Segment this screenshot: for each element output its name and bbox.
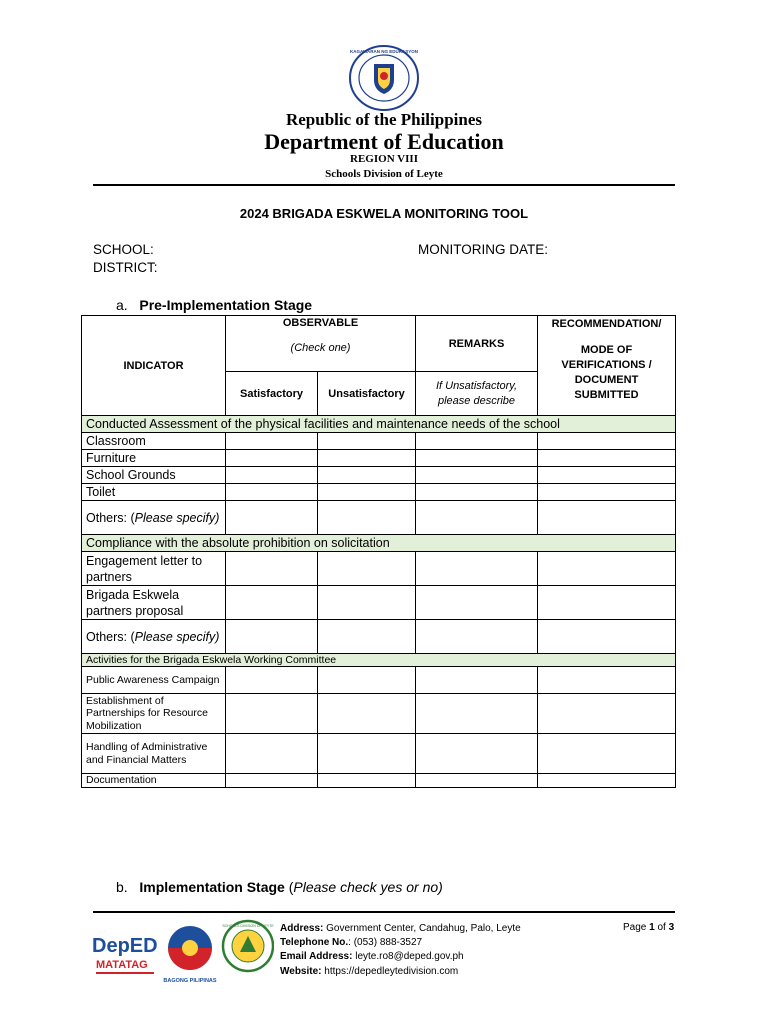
- page-total: 3: [668, 922, 675, 933]
- remarks-cell[interactable]: [416, 501, 538, 535]
- footer-divider: [93, 911, 675, 913]
- section-title-working-committee: Activities for the Brigada Eskwela Working Committee: [82, 654, 676, 667]
- observable-note: (Check one): [290, 342, 351, 354]
- table-row: [82, 450, 676, 467]
- unsatisfactory-cell[interactable]: [318, 450, 416, 467]
- deped-seal-logo: [348, 44, 420, 112]
- address-label: Address:: [280, 923, 324, 934]
- satisfactory-cell[interactable]: [226, 484, 318, 501]
- footer-logos: [90, 918, 274, 988]
- mov-cell[interactable]: [538, 694, 676, 734]
- satisfactory-cell[interactable]: [226, 501, 318, 535]
- row-label-partnerships: Establishment of Partnerships for Resource Mobilization: [82, 694, 226, 734]
- footer-contact-block: [280, 922, 521, 979]
- section-title-solicitation: Compliance with the absolute prohibition on solicitation: [82, 535, 676, 552]
- unsatisfactory-cell[interactable]: [318, 467, 416, 484]
- footer-address: [280, 922, 521, 936]
- satisfactory-cell[interactable]: [226, 552, 318, 586]
- unsatisfactory-cell[interactable]: [318, 774, 416, 788]
- district-field-label: DISTRICT:: [93, 260, 158, 275]
- mov-cell[interactable]: [538, 552, 676, 586]
- others-specify: Please specify): [134, 629, 220, 644]
- satisfactory-cell[interactable]: [226, 694, 318, 734]
- row-label-documentation: Documentation: [82, 774, 226, 788]
- stage-a-heading: [116, 297, 312, 313]
- mov-cell[interactable]: [538, 467, 676, 484]
- website-link[interactable]: https://depedleytedivision.com: [321, 965, 459, 977]
- remarks-cell[interactable]: [416, 552, 538, 586]
- division-seal-text: SCHOOLS DIVISION OF LEYTE: [222, 924, 274, 928]
- row-label-others: [82, 620, 226, 654]
- page-prefix: Page: [623, 922, 650, 933]
- remarks-cell[interactable]: [416, 774, 538, 788]
- school-field-label: SCHOOL:: [93, 242, 154, 257]
- email-value[interactable]: leyte.ro8@deped.gov.ph: [352, 951, 464, 963]
- remarks-cell[interactable]: [416, 620, 538, 654]
- unsatisfactory-cell[interactable]: [318, 620, 416, 654]
- remarks-cell[interactable]: [416, 450, 538, 467]
- bagong-pilipinas-logo: [163, 926, 217, 984]
- telephone-label: Telephone No.: [280, 937, 349, 949]
- remarks-cell[interactable]: [416, 694, 538, 734]
- monitoring-date-field-label: MONITORING DATE:: [418, 242, 549, 257]
- remarks-header: REMARKS: [416, 316, 538, 372]
- unsatisfactory-header: Unsatisfactory: [318, 372, 416, 416]
- section-title-facilities: Conducted Assessment of the physical facilities and maintenance needs of the school: [82, 416, 676, 433]
- deped-matatag-logo: [92, 935, 158, 974]
- unsatisfactory-cell[interactable]: [318, 667, 416, 694]
- mov-cell[interactable]: [538, 667, 676, 694]
- footer-telephone: [280, 936, 521, 950]
- address-value: Government Center, Candahug, Palo, Leyte: [323, 923, 521, 934]
- remarks-cell[interactable]: [416, 586, 538, 620]
- row-label-toilet: Toilet: [82, 484, 226, 501]
- mov-cell[interactable]: [538, 620, 676, 654]
- satisfactory-cell[interactable]: [226, 467, 318, 484]
- table-row: [82, 433, 676, 450]
- stage-b-marker: b.: [116, 879, 128, 895]
- row-label-others: [82, 501, 226, 535]
- region-heading: REGION VIII: [350, 153, 418, 165]
- stage-b-heading: [116, 879, 443, 895]
- unsatisfactory-cell[interactable]: [318, 552, 416, 586]
- stage-b-note: Please check yes or no): [293, 879, 443, 895]
- remarks-cell[interactable]: [416, 484, 538, 501]
- stage-b-note-open: (: [284, 879, 294, 895]
- table-row: [82, 501, 676, 535]
- recommendation-label: RECOMMENDATION/: [551, 318, 662, 330]
- remarks-note: If Unsatisfactory, please describe: [416, 372, 538, 416]
- unsatisfactory-cell[interactable]: [318, 586, 416, 620]
- telephone-value: : (053) 888-3527: [348, 937, 423, 949]
- mov-cell[interactable]: [538, 734, 676, 774]
- mov-cell[interactable]: [538, 774, 676, 788]
- remarks-cell[interactable]: [416, 667, 538, 694]
- satisfactory-cell[interactable]: [226, 620, 318, 654]
- stage-a-marker: a.: [116, 297, 128, 313]
- table-row: [82, 774, 676, 788]
- recommendation-header: [538, 316, 676, 416]
- unsatisfactory-cell[interactable]: [318, 433, 416, 450]
- document-title: 2024 BRIGADA ESKWELA MONITORING TOOL: [239, 206, 529, 221]
- unsatisfactory-cell[interactable]: [318, 484, 416, 501]
- row-label-administrative: Handling of Administrative and Financial Matters: [82, 734, 226, 774]
- satisfactory-cell[interactable]: [226, 667, 318, 694]
- row-label-furniture: Furniture: [82, 450, 226, 467]
- email-label: Email Address:: [280, 951, 353, 963]
- stage-b-label: Implementation Stage: [139, 879, 285, 895]
- remarks-cell[interactable]: [416, 433, 538, 450]
- table-row: [82, 694, 676, 734]
- republic-heading: Republic of the Philippines: [285, 110, 482, 129]
- table-row: [82, 667, 676, 694]
- observable-header: [226, 316, 416, 372]
- page-current: 1: [649, 922, 655, 933]
- row-label-public-awareness: Public Awareness Campaign: [82, 667, 226, 694]
- table-row: [82, 467, 676, 484]
- row-label-school-grounds: School Grounds: [82, 467, 226, 484]
- matatag-logo-text: MATATAG: [96, 959, 148, 971]
- satisfactory-header: Satisfactory: [226, 372, 318, 416]
- table-row: [82, 586, 676, 620]
- bagong-pilipinas-text: BAGONG PILIPINAS: [163, 978, 217, 984]
- satisfactory-cell[interactable]: [226, 586, 318, 620]
- mov-cell[interactable]: [538, 501, 676, 535]
- observable-label: OBSERVABLE: [282, 317, 359, 329]
- deped-logo-text: DepED: [92, 935, 158, 957]
- unsatisfactory-cell[interactable]: [318, 694, 416, 734]
- table-row: [82, 552, 676, 586]
- table-row: [82, 484, 676, 501]
- satisfactory-cell[interactable]: [226, 774, 318, 788]
- header-divider: [93, 184, 675, 186]
- others-prefix: Others: (: [86, 629, 135, 644]
- unsatisfactory-cell[interactable]: [318, 734, 416, 774]
- division-heading: Schools Division of Leyte: [325, 168, 443, 180]
- page-mid: of: [654, 922, 669, 933]
- indicator-header: INDICATOR: [82, 316, 226, 416]
- satisfactory-cell[interactable]: [226, 734, 318, 774]
- satisfactory-cell[interactable]: [226, 450, 318, 467]
- row-label-classroom: Classroom: [82, 433, 226, 450]
- website-label: Website:: [280, 965, 322, 977]
- table-row: [82, 620, 676, 654]
- stage-a-label: Pre-Implementation Stage: [139, 297, 313, 313]
- remarks-cell[interactable]: [416, 734, 538, 774]
- footer-website: [280, 965, 521, 979]
- page-number: [623, 922, 674, 933]
- others-prefix: Others: (: [86, 510, 135, 525]
- mov-cell[interactable]: [538, 586, 676, 620]
- row-label-engagement-letter: Engagement letter to partners: [82, 552, 226, 586]
- department-heading: Department of Education: [264, 129, 504, 154]
- satisfactory-cell[interactable]: [226, 433, 318, 450]
- monitoring-table: [81, 315, 676, 788]
- svg-text:KAGAWARAN NG EDUKASYON: KAGAWARAN NG EDUKASYON: [349, 49, 419, 54]
- mov-label: MODE OF VERIFICATIONS / DOCUMENT SUBMITTED: [561, 344, 652, 401]
- division-seal-logo: [222, 921, 274, 971]
- mov-cell[interactable]: [538, 433, 676, 450]
- mov-cell[interactable]: [538, 450, 676, 467]
- others-specify: Please specify): [134, 510, 220, 525]
- footer-email: [280, 950, 521, 964]
- unsatisfactory-cell[interactable]: [318, 501, 416, 535]
- remarks-cell[interactable]: [416, 467, 538, 484]
- row-label-partners-proposal: Brigada Eskwela partners proposal: [82, 586, 226, 620]
- mov-cell[interactable]: [538, 484, 676, 501]
- table-row: [82, 734, 676, 774]
